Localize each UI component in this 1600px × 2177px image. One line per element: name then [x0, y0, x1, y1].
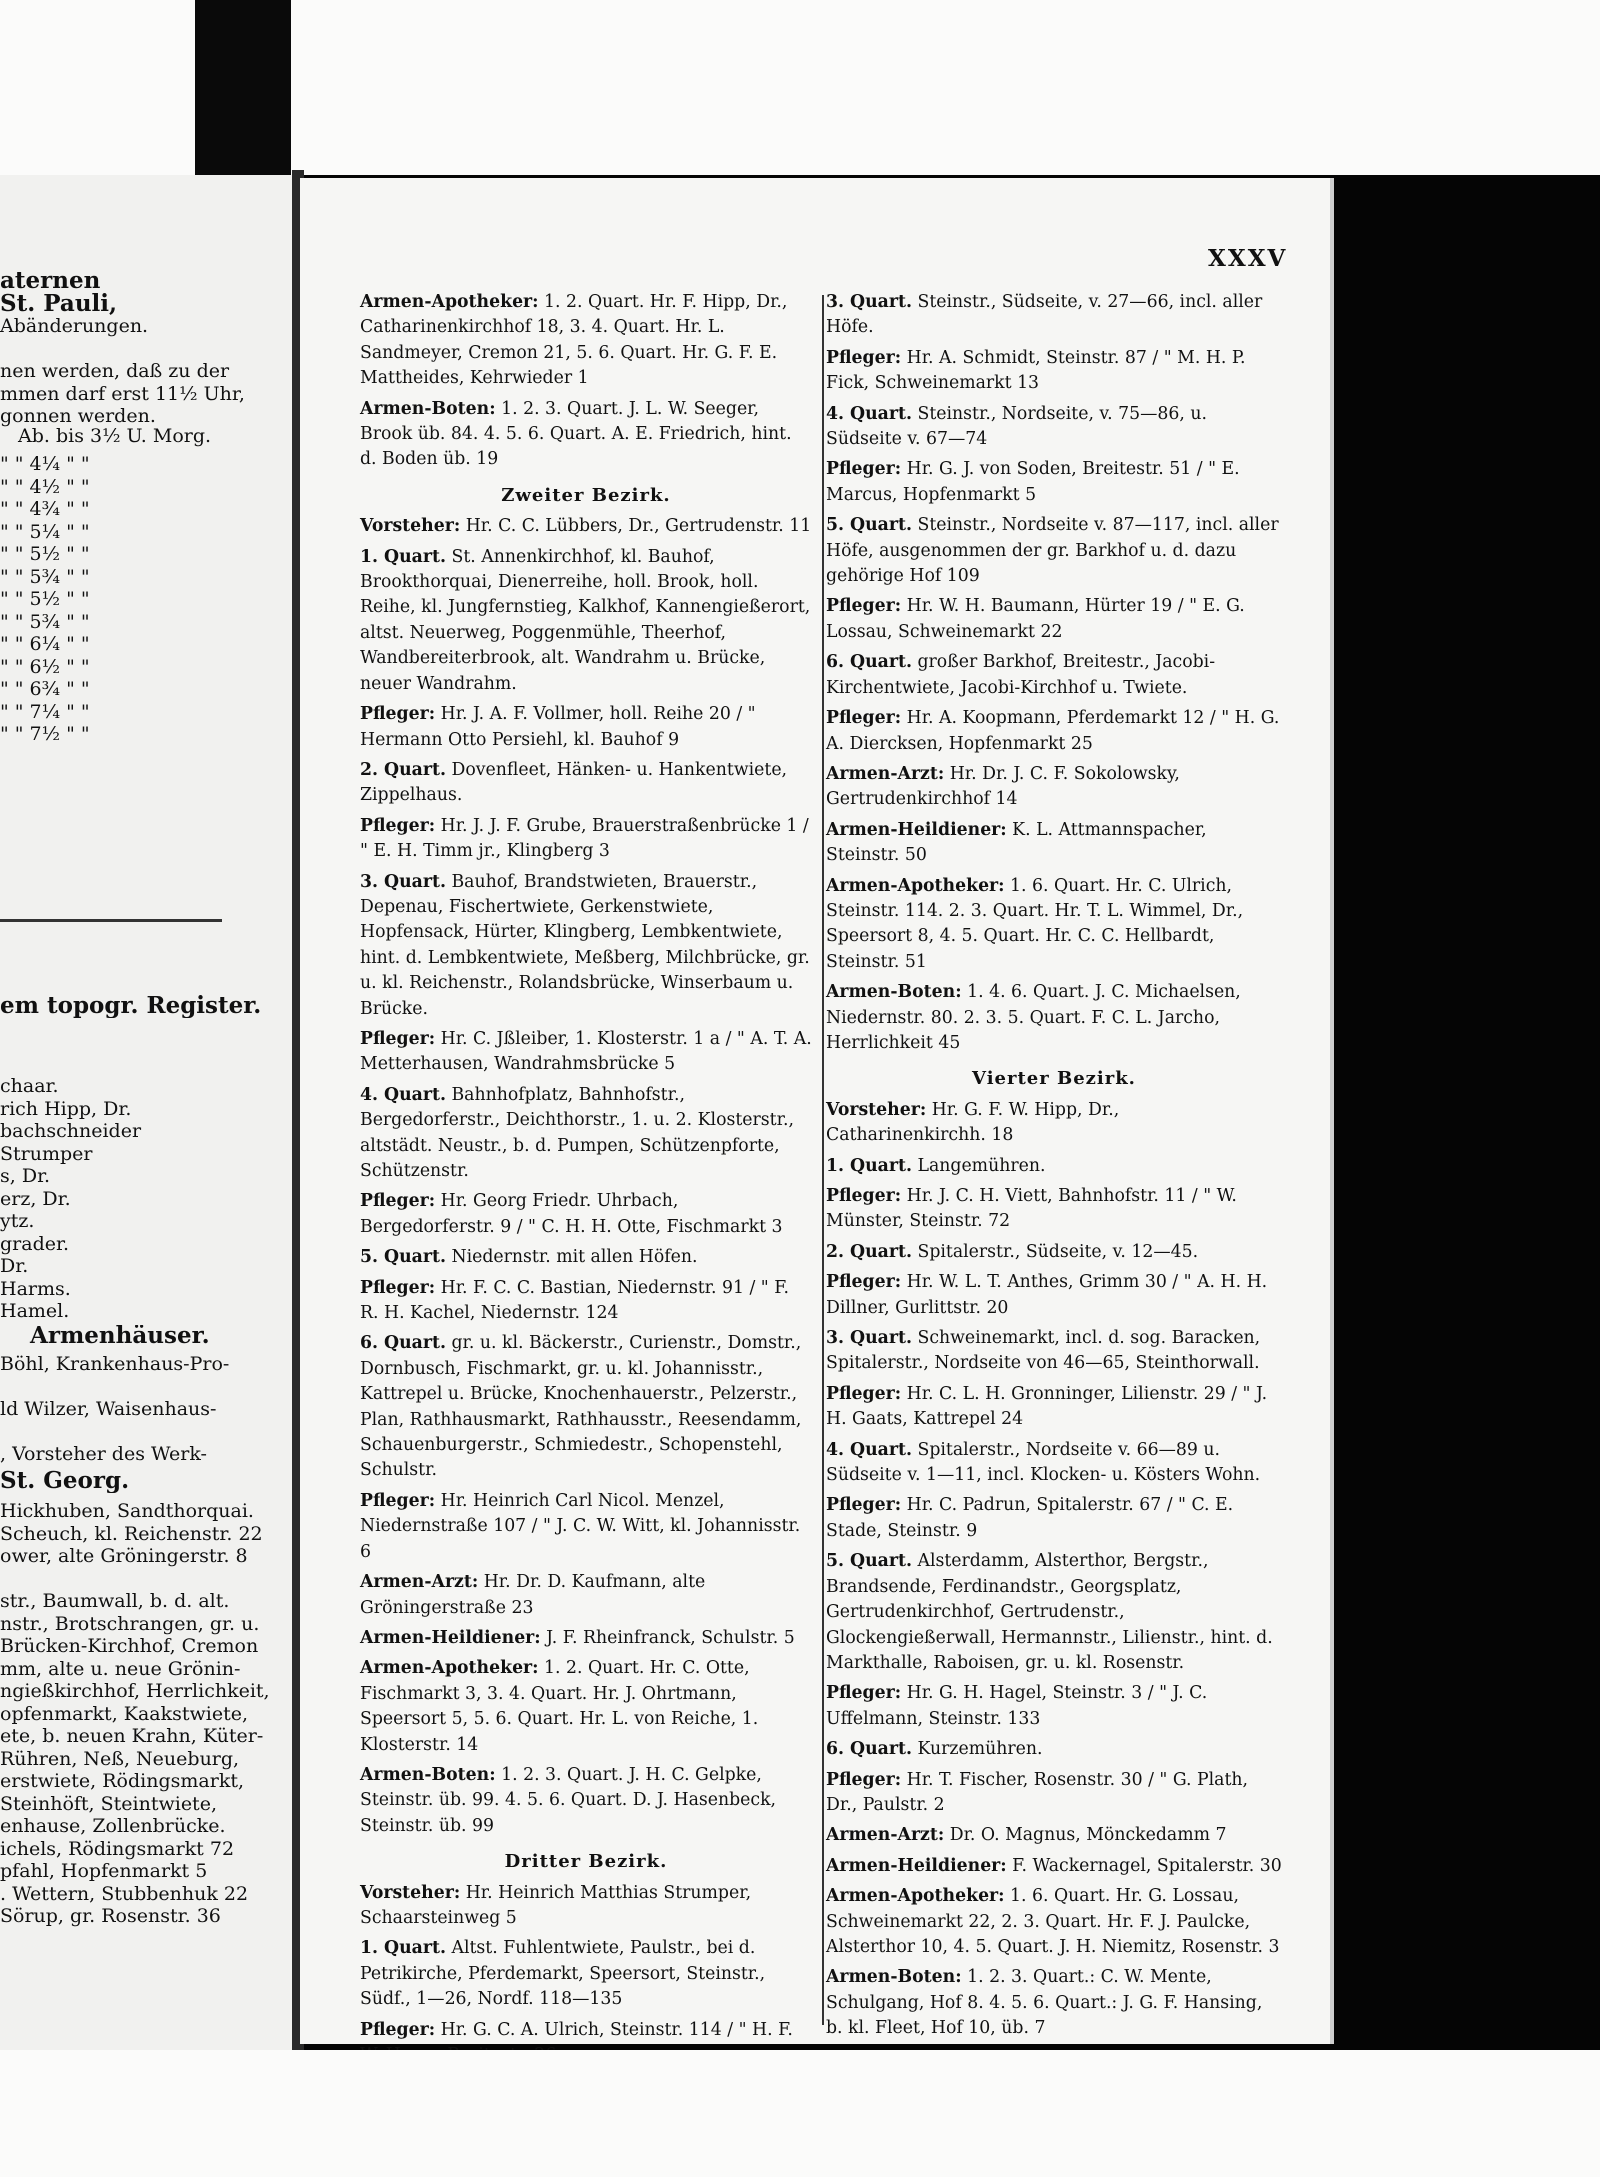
- entry-text: Hr. C. Jßleiber, 1. Klosterstr. 1 a / " A. T. A. Metterhausen, Wandrahmsbrücke 5: [360, 1028, 812, 1075]
- register-title: em topogr. Register.: [0, 995, 262, 1018]
- entry-label: Pfleger:: [826, 1272, 902, 1293]
- directory-entry: [826, 1549, 1282, 1676]
- entry-label: 1. Quart.: [826, 1155, 912, 1176]
- left-page-line: " " 6½ " ": [0, 655, 90, 678]
- left-page-line: " " 7½ " ": [0, 723, 90, 745]
- entry-text: 1. 2. Quart. Hr. F. Hipp, Dr., Catharinenkirchhof 18, 3. 4. Quart. Hr. L. Sandmeyer, Cremon 21, 5. 6. Quart. Hr. G. F. E. Mattheides, Kehrwieder 1: [360, 292, 788, 389]
- entry-text: Hr. T. Fischer, Rosenstr. 30 / " G. Plath, Dr., Paulstr. 2: [826, 1769, 1249, 1815]
- left-page-line: mm, alte u. neue Grönin-: [0, 1657, 241, 1680]
- left-page-line: gonnen werden.: [0, 405, 156, 427]
- entry-label: Pfleger:: [360, 2019, 436, 2040]
- entry-text: Hr. G. J. von Soden, Breitestr. 51 / " E. Marcus, Hopfenmarkt 5: [826, 459, 1240, 505]
- left-page-line: grader.: [0, 1232, 70, 1255]
- entry-text: Hr. J. A. F. Vollmer, holl. Reihe 20 / " Hermann Otto Persiehl, kl. Bauhof 9: [360, 704, 756, 750]
- left-page-line: " " 5¾ " ": [0, 565, 90, 588]
- left-page-line: opfenmarkt, Kaakstwiete,: [0, 1702, 249, 1725]
- page-number: XXXV: [1208, 245, 1288, 272]
- entry-label: Pfleger:: [360, 815, 436, 836]
- directory-entry: [826, 980, 1282, 1056]
- entry-text: Hr. W. H. Baumann, Hürter 19 / " E. G. Lossau, Schweinemarkt 22: [826, 596, 1245, 642]
- entry-label: Armen-Arzt:: [360, 1572, 479, 1593]
- entry-label: 1. Quart.: [360, 1938, 446, 1959]
- left-page-line: " " 4¾ " ": [0, 498, 90, 520]
- entry-text: Dovenfleet, Hänken- u. Hankentwiete, Zippelhaus.: [360, 759, 788, 806]
- directory-entry: [826, 1240, 1282, 1265]
- entry-text: Hr. C. L. H. Gronninger, Lilienstr. 29 / " J. H. Gaats, Kattrepel 24: [826, 1383, 1268, 1430]
- directory-entry: [360, 1763, 812, 1839]
- entry-label: Armen-Heildiener:: [826, 819, 1007, 840]
- entry-text: Hr. A. Schmidt, Steinstr. 87 / " M. H. P. Fick, Schweinemarkt 13: [826, 347, 1246, 394]
- left-page: [0, 175, 295, 2050]
- left-page-line: St. Pauli,: [0, 289, 118, 317]
- left-page-line: " " 7¼ " ": [0, 700, 90, 723]
- entry-label: 3. Quart.: [826, 292, 912, 312]
- entry-text: Hr. C. Padrun, Spitalerstr. 67 / " C. E. Stade, Steinstr. 9: [826, 1495, 1234, 1541]
- column-2: [826, 290, 1282, 2047]
- left-page-line: pfahl, Hopfenmarkt 5: [0, 1860, 208, 1882]
- entry-label: Armen-Heildiener:: [826, 1855, 1007, 1876]
- directory-entry: [360, 814, 812, 865]
- entry-label: 4. Quart.: [826, 1439, 912, 1460]
- left-page-line: ichels, Rödingsmarkt 72: [0, 1837, 235, 1860]
- entry-label: Armen-Boten:: [826, 982, 962, 1003]
- directory-entry: [826, 290, 1282, 341]
- entry-text: Schweinemarkt, incl. d. sog. Baracken, Spitalerstr., Nordseite von 46—65, Steinthorwall.: [826, 1328, 1261, 1374]
- left-page-line: Dr.: [0, 1255, 29, 1277]
- entry-text: Kurzemühren.: [917, 1739, 1043, 1760]
- directory-entry: [826, 1098, 1282, 1149]
- entry-text: Hr. Heinrich Carl Nicol. Menzel, Niedernstraße 107 / " J. C. W. Witt, kl. Johannisstr. 6: [360, 1490, 801, 1562]
- entry-text: Bahnhofplatz, Bahnhofstr., Bergedorferstr., Deichthorstr., 1. u. 2. Klosterstr., altstädt. Neustr., b. d. Pumpen, Schützenpforte, Schützenstr.: [360, 1084, 794, 1181]
- directory-entry: [826, 1768, 1282, 1819]
- left-page-line: Steinhöft, Steintwiete,: [0, 1792, 217, 1815]
- entry-label: Pfleger:: [360, 1490, 436, 1511]
- entry-label: 5. Quart.: [360, 1247, 446, 1268]
- directory-entry: [826, 762, 1282, 813]
- entry-text: Hr. F. C. C. Bastian, Niedernstr. 91 / " F. R. H. Kachel, Niedernstr. 124: [360, 1277, 790, 1324]
- entry-text: 1. 6. Quart. Hr. C. Ulrich, Steinstr. 114. 2. 3. Quart. Hr. T. L. Wimmel, Dr., Speersort 8, 4. 5. Quart. Hr. C. C. Hellbardt, Steinstr. 51: [826, 875, 1244, 972]
- entry-text: Hr. W. L. T. Anthes, Grimm 30 / " A. H. H. Dillner, Gurlittstr. 20: [826, 1272, 1268, 1318]
- directory-entry: [360, 1276, 812, 1327]
- entry-label: Pfleger:: [826, 1683, 902, 1704]
- directory-entry: [360, 1656, 812, 1758]
- entry-text: Hr. G. C. A. Ulrich, Steinstr. 114 / " H. F.: [440, 2019, 793, 2040]
- left-page-line: ld Wilzer, Waisenhaus-: [0, 1398, 217, 1420]
- column-divider: [822, 295, 824, 2025]
- left-page-line: s, Dr.: [0, 1165, 51, 1187]
- left-page-table-header: [0, 425, 290, 448]
- entry-label: Pfleger:: [360, 704, 436, 725]
- entry-label: Armen-Boten:: [360, 1764, 496, 1785]
- entry-text: Hr. J. C. H. Viett, Bahnhofstr. 11 / " W. Münster, Steinstr. 72: [826, 1186, 1237, 1232]
- scan-margin-bottom: [0, 2050, 1600, 2177]
- entry-label: Armen-Apotheker:: [826, 1886, 1005, 1907]
- directory-entry: [826, 346, 1282, 397]
- directory-entry: [360, 290, 812, 392]
- entry-text: Hr. A. Koopmann, Pferdemarkt 12 / " H. G. A. Diercksen, Hopfenmarkt 25: [826, 708, 1280, 754]
- entry-text: Spitalerstr., Nordseite v. 66—89 u. Südseite v. 1—11, incl. Klocken- u. Kösters Wohn.: [826, 1439, 1261, 1486]
- entry-text: Hr. Dr. J. C. F. Sokolowsky, Gertrudenkirchhof 14: [826, 763, 1180, 810]
- directory-entry: [826, 1854, 1282, 1879]
- entry-label: Pfleger:: [360, 1028, 436, 1049]
- left-page-line: Böhl, Krankenhaus-Pro-: [0, 1353, 230, 1375]
- left-page-armen-title: [0, 1325, 290, 1348]
- left-page-armen: [0, 1353, 290, 1466]
- directory-entry: [826, 1884, 1282, 1960]
- directory-entry: [826, 1382, 1282, 1433]
- entry-label: Vorsteher:: [360, 1882, 461, 1903]
- entry-label: 3. Quart.: [826, 1328, 912, 1349]
- entry-label: Armen-Apotheker:: [360, 1658, 539, 1679]
- left-page-line: " " 4¼ " ": [0, 453, 90, 475]
- directory-entry: [826, 874, 1282, 976]
- directory-entry: [826, 1326, 1282, 1377]
- left-page-line: ytz.: [0, 1210, 35, 1232]
- directory-entry: [360, 870, 812, 1022]
- entry-text: J. F. Rheinfranck, Schulstr. 5: [546, 1627, 795, 1648]
- left-page-line: Sörup, gr. Rosenstr. 36: [0, 1905, 221, 1927]
- armenhaeuser-title: Armenhäuser.: [30, 1325, 210, 1348]
- entry-text: 1. 2. Quart. Hr. C. Otte, Fischmarkt 3, 3. 4. Quart. Hr. J. Ohrtmann, Speersort 5, 5. 6. Quart. Hr. L. von Reiche, 1. Klosterstr. 14: [360, 1658, 759, 1755]
- left-page-georg: [0, 1500, 290, 1928]
- entry-label: 2. Quart.: [826, 1241, 912, 1262]
- divider-rule: [0, 919, 222, 922]
- left-page-line: bachschneider: [0, 1120, 142, 1142]
- entry-text: Steinstr., Nordseite, v. 75—86, u. Südseite v. 67—74: [826, 403, 1208, 450]
- left-page-line: [0, 338, 290, 361]
- left-page-line: " " 6¼ " ": [0, 633, 90, 655]
- left-page-register-title: [0, 995, 290, 1018]
- left-page-line: " " 5¼ " ": [0, 520, 90, 543]
- entry-label: Pfleger:: [826, 347, 902, 368]
- left-page-line: Harms.: [0, 1277, 71, 1300]
- entry-label: Vorsteher:: [826, 1099, 927, 1120]
- directory-entry: [826, 1154, 1282, 1179]
- left-page-line: " " 6¾ " ": [0, 678, 90, 700]
- left-page-line: ete, b. neuen Krahn, Küter-: [0, 1725, 264, 1747]
- entry-label: Armen-Apotheker:: [826, 875, 1005, 896]
- left-page-line: erz, Dr.: [0, 1187, 71, 1210]
- directory-entry: [360, 1189, 812, 1240]
- st-georg-title: St. Georg.: [0, 1470, 130, 1493]
- entry-label: 5. Quart.: [826, 515, 912, 536]
- left-page-line: Abänderungen.: [0, 315, 149, 337]
- directory-entry: [360, 1083, 812, 1185]
- left-page-line: Hamel.: [0, 1300, 70, 1322]
- entry-label: 4. Quart.: [826, 403, 912, 424]
- left-page-line: chaar.: [0, 1075, 59, 1097]
- left-page-register: [0, 1075, 290, 1323]
- entry-label: Pfleger:: [826, 708, 902, 729]
- left-page-line: rich Hipp, Dr.: [0, 1097, 132, 1120]
- entry-label: 6. Quart.: [826, 1739, 912, 1760]
- left-page-line: ngießkirchhof, Herrlichkeit,: [0, 1680, 270, 1702]
- entry-label: Pfleger:: [826, 1383, 902, 1404]
- left-page-line: . Wettern, Stubbenhuk 22: [0, 1882, 249, 1905]
- left-page-line: , Vorsteher des Werk-: [0, 1443, 207, 1465]
- entry-label: Pfleger:: [360, 1191, 436, 1212]
- section-heading: Dritter Bezirk.: [504, 1851, 668, 1873]
- left-page-line: nen werden, daß zu der: [0, 360, 230, 382]
- directory-entry: [826, 1681, 1282, 1732]
- entry-text: Langemühren.: [917, 1155, 1046, 1176]
- entry-text: Hr. G. F. W. Hipp, Dr., Catharinenkirchh. 18: [826, 1099, 1120, 1146]
- directory-entry: [826, 650, 1282, 701]
- left-page-line: enhause, Zollenbrücke.: [0, 1815, 226, 1837]
- entry-label: Armen-Apotheker:: [360, 292, 539, 312]
- entry-text: 1. 2. 3. Quart. J. L. W. Seeger, Brook üb. 84. 4. 5. 6. Quart. A. E. Friedrich, hint. d. Boden üb. 19: [360, 398, 792, 470]
- left-page-line: " " 5½ " ": [0, 543, 90, 565]
- entry-text: 1. 2. 3. Quart. J. H. C. Gelpke, Steinstr. üb. 99. 4. 5. 6. Quart. D. J. Hasenbeck, Steinstr. üb. 99: [360, 1764, 777, 1836]
- left-page-line: " " 5¾ " ": [0, 610, 90, 633]
- directory-entry: [360, 1489, 812, 1565]
- entry-text: Hr. C. C. Lübbers, Dr., Gertrudenstr. 11: [465, 516, 812, 537]
- left-page-line: " " 5½ " ": [0, 588, 90, 610]
- entry-text: Alsterdamm, Alsterthor, Bergstr., Brandsende, Ferdinandstr., Georgsplatz, Gertrudenkirchhof, Gertrudenstr., Glockengießerwall, Hermannstr., Lilienstr., hint. d. Markthalle, Raboisen, gr. u. kl. Rosenstr.: [826, 1551, 1273, 1673]
- entry-label: 3. Quart.: [360, 871, 446, 892]
- entry-label: 1. Quart.: [360, 546, 446, 567]
- directory-entry: [360, 1570, 812, 1621]
- entry-text: 1. 2. 3. Quart.: C. W. Mente, Schulgang, Hof 8. 4. 5. 6. Quart.: J. G. F. Hansing, b. kl. Fleet, Hof 10, üb. 7: [826, 1967, 1263, 2039]
- left-page-line: Brücken-Kirchhof, Cremon: [0, 1635, 259, 1657]
- left-page-line: nstr., Brotschrangen, gr. u.: [0, 1612, 260, 1635]
- entry-label: 4. Quart.: [360, 1084, 446, 1105]
- entry-label: Armen-Arzt:: [826, 763, 945, 784]
- column-1: [360, 290, 812, 2160]
- left-page-line: [0, 1421, 290, 1444]
- entry-text: Steinstr., Nordseite v. 87—117, incl. aller Höfe, ausgenommen der gr. Barkhof u. d. dazu gehörige Hof 109: [826, 515, 1279, 587]
- directory-entry: [826, 1270, 1282, 1321]
- left-page-line: Hickhuben, Sandthorquai.: [0, 1500, 254, 1522]
- entry-text: Hr. Heinrich Matthias Strumper, Schaarsteinweg 5: [360, 1882, 752, 1928]
- directory-entry: [360, 1881, 812, 1932]
- directory-entry: [826, 1737, 1282, 1762]
- entry-label: Pfleger:: [360, 1277, 436, 1298]
- entry-text: Steinstr., Südseite, v. 27—66, incl. aller Höfe.: [826, 292, 1263, 338]
- entry-text: 1. 4. 6. Quart. J. C. Michaelsen, Niedernstr. 80. 2. 3. 5. Quart. F. C. L. Jarcho, Herrlichkeit 45: [826, 982, 1241, 1053]
- directory-entry: [360, 397, 812, 473]
- entry-text: großer Barkhof, Breitestr., Jacobi-Kirchentwiete, Jacobi-Kirchhof u. Twiete.: [826, 652, 1216, 698]
- directory-entry: [360, 1626, 812, 1651]
- directory-entry: [360, 514, 812, 539]
- entry-label: Armen-Boten:: [826, 1967, 962, 1988]
- entry-label: Vorsteher:: [360, 516, 461, 537]
- section-heading: Zweiter Bezirk.: [501, 484, 671, 506]
- entry-text: Hr. Dr. D. Kaufmann, alte Gröningerstraße 23: [360, 1572, 706, 1618]
- book-spine: [195, 0, 291, 175]
- left-page-line: mmen darf erst 11½ Uhr,: [0, 382, 245, 405]
- section-heading: Vierter Bezirk.: [972, 1068, 1136, 1090]
- entry-label: Armen-Arzt:: [826, 1825, 945, 1846]
- directory-entry: [826, 457, 1282, 508]
- directory-entry: [826, 1965, 1282, 2041]
- table-header: Ab. bis 3½ U. Morg.: [18, 425, 212, 447]
- entry-text: Bauhof, Brandstwieten, Brauerstr., Depenau, Fischertwiete, Gerkenstwiete, Hopfensack, Hürter, Klingberg, Lembkentwiete, hint. d. Lembkentwiete, Meßberg, Milchbrücke, gr. u. kl. Reichenstr., Rolandsbrücke, Winserbaum u. Brücke.: [360, 871, 810, 1019]
- directory-entry: [826, 513, 1282, 589]
- entry-text: Hr. G. H. Hagel, Steinstr. 3 / " J. C. Uffelmann, Steinstr. 133: [826, 1683, 1208, 1729]
- directory-entry: [826, 1438, 1282, 1489]
- directory-entry: [826, 706, 1282, 757]
- entry-label: Pfleger:: [826, 1769, 902, 1790]
- entry-text: Altst. Fuhlentwiete, Paulstr., bei d. Petrikirche, Pferdemarkt, Speersort, Steinstr., Südf., 1—26, Nordf. 118—135: [360, 1938, 766, 2010]
- directory-entry: [826, 402, 1282, 453]
- left-page-line: Scheuch, kl. Reichenstr. 22: [0, 1522, 263, 1545]
- left-page-table: [0, 453, 290, 746]
- directory-entry: [826, 1184, 1282, 1235]
- entry-label: Armen-Boten:: [360, 398, 496, 419]
- entry-text: K. L. Attmannspacher, Steinstr. 50: [826, 819, 1207, 866]
- entry-label: Pfleger:: [826, 596, 902, 617]
- directory-entry: [826, 1493, 1282, 1544]
- directory-entry: [826, 818, 1282, 869]
- entry-text: Hr. Georg Friedr. Uhrbach, Bergedorferstr. 9 / " C. H. H. Otte, Fischmarkt 3: [360, 1191, 783, 1237]
- entry-text: 1. 6. Quart. Hr. G. Lossau, Schweinemarkt 22, 2. 3. Quart. Hr. F. J. Paulcke, Alsterthor 10, 4. 5. Quart. J. H. Niemitz, Rosenstr. 3: [826, 1886, 1280, 1957]
- left-page-line: " " 4½ " ": [0, 475, 90, 498]
- directory-entry: [360, 758, 812, 809]
- left-page-line: [0, 1376, 290, 1399]
- left-page-line: ower, alte Gröningerstr. 8: [0, 1545, 248, 1567]
- entry-text: Spitalerstr., Südseite, v. 12—45.: [917, 1241, 1199, 1262]
- directory-entry: [360, 1331, 812, 1483]
- entry-text: F. Wackernagel, Spitalerstr. 30: [1012, 1855, 1282, 1876]
- entry-text: Niedernstr. mit allen Höfen.: [451, 1247, 698, 1268]
- directory-entry: [360, 545, 812, 697]
- left-page-line: Rühren, Neß, Neueburg,: [0, 1747, 240, 1770]
- entry-label: 6. Quart.: [826, 652, 912, 673]
- entry-text: Dr. O. Magnus, Mönckedamm 7: [949, 1825, 1227, 1846]
- entry-text: gr. u. kl. Bäckerstr., Curienstr., Domstr., Dornbusch, Fischmarkt, gr. u. kl. Johannisstr., Kattrepel u. Brücke, Knochenhauerstr., Pelzerstr., Plan, Rathhausmarkt, Rathhausstr., Reesendamm, Schauenburgerstr., Schmiedestr., Schopenstehl, Schulstr.: [360, 1333, 802, 1481]
- directory-entry: [826, 594, 1282, 645]
- left-page-line: aternen: [0, 270, 101, 294]
- entry-label: Pfleger:: [826, 1186, 902, 1206]
- entry-label: Pfleger:: [826, 1495, 902, 1516]
- entry-label: Pfleger:: [826, 459, 902, 480]
- entry-label: Armen-Heildiener:: [360, 1627, 541, 1648]
- directory-entry: [360, 1245, 812, 1270]
- left-page-line: [0, 1568, 290, 1591]
- entry-text: St. Annenkirchhof, kl. Bauhof, Brookthorquai, Dienerreihe, holl. Brook, holl. Reihe, kl. Jungfernstieg, Kalkhof, Kannengießerort, altst. Neuerweg, Poggenmühle, Theerhof, Wandbereiterbrook, alt. Wandrahm u. Brücke, neuer Wandrahm.: [360, 546, 811, 694]
- scan-margin-top: [232, 0, 1600, 175]
- directory-entry: [360, 1027, 812, 1078]
- directory-entry: [360, 1936, 812, 2012]
- left-page-line: Strumper: [0, 1142, 93, 1165]
- left-page-georg-title: [0, 1470, 290, 1493]
- entry-label: 2. Quart.: [360, 759, 446, 780]
- left-page-line: str., Baumwall, b. d. alt.: [0, 1590, 230, 1612]
- left-page-line: erstwiete, Rödingsmarkt,: [0, 1770, 245, 1792]
- entry-label: 6. Quart.: [360, 1333, 446, 1354]
- directory-entry: [360, 702, 812, 753]
- entry-text: Hr. J. J. F. Grube, Brauerstraßenbrücke 1 / " E. H. Timm jr., Klingberg 3: [360, 815, 809, 862]
- left-page-top: [0, 270, 290, 428]
- directory-entry: [826, 1823, 1282, 1848]
- entry-label: 5. Quart.: [826, 1551, 912, 1572]
